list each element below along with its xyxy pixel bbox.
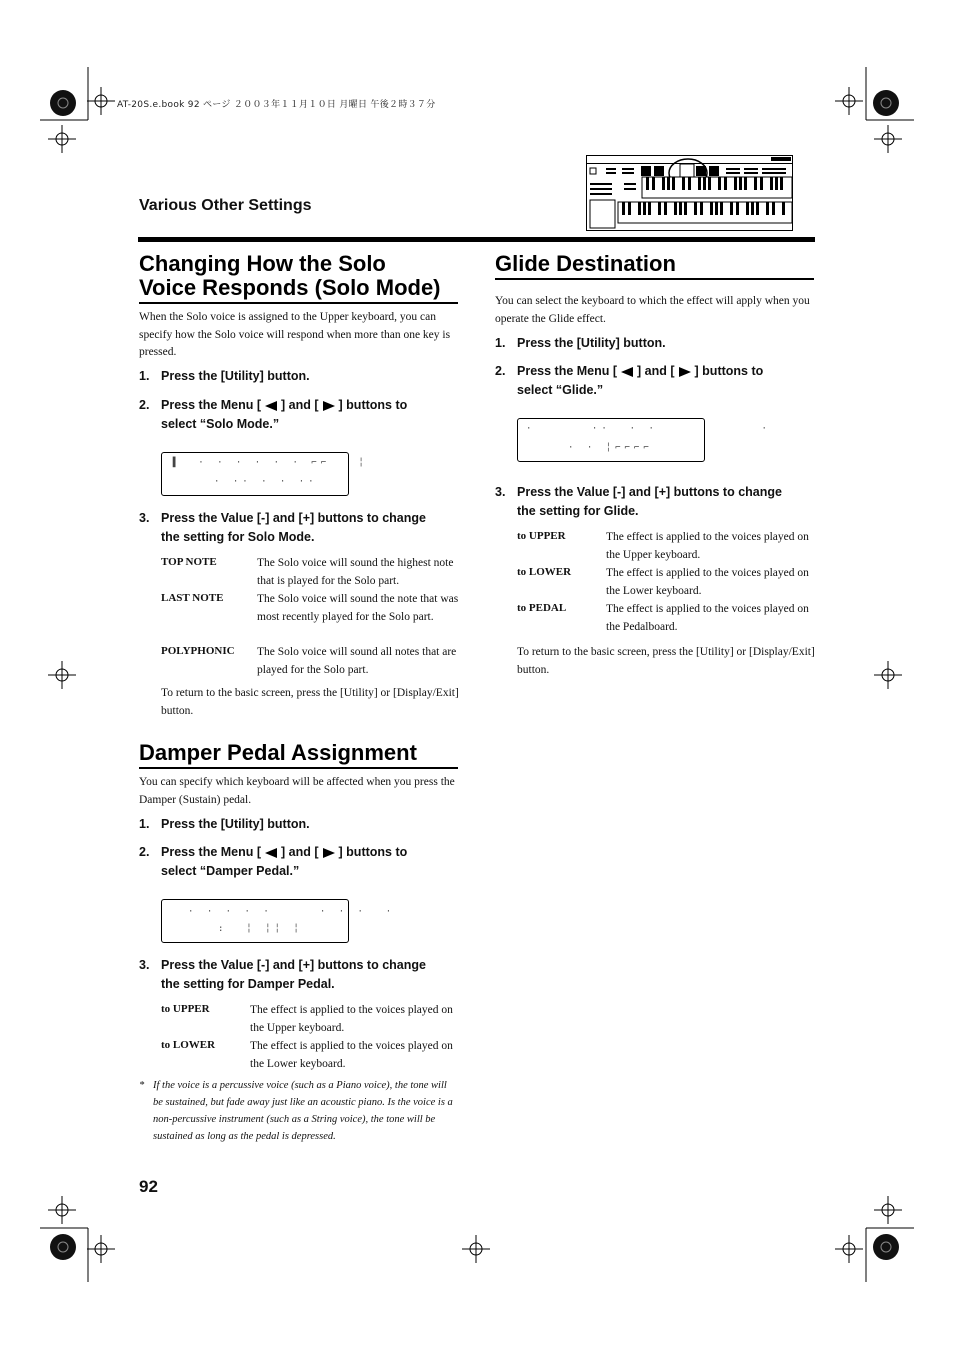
damper-options-list bbox=[161, 1002, 459, 1074]
page-number: 92 bbox=[139, 1177, 158, 1196]
solo-step-1: 1. Press the [Utility] button. bbox=[139, 369, 310, 383]
glide-heading: Glide Destination bbox=[495, 251, 676, 276]
solo-options-list bbox=[161, 555, 459, 680]
solo-step-2: 2. Press the Menu [ ] and [ ] buttons to select “Solo Mode.” bbox=[139, 398, 408, 431]
damper-intro: You can specify which keyboard will be affected when you press the Damper (Sustain) pedal. bbox=[139, 776, 455, 806]
solo-return-text: To return to the basic screen, press the [Utility] or [Display/Exit] button. bbox=[161, 687, 459, 717]
solo-heading-rule bbox=[139, 302, 458, 304]
damper-step-3: 3. Press the Value [-] and [+] buttons to change the setting for Damper Pedal. bbox=[139, 958, 426, 991]
menu-left-icon bbox=[265, 401, 277, 411]
list-item: LAST NOTE The Solo voice will sound the note that was most recently played for the Solo part. bbox=[161, 592, 459, 623]
glide-step-2: 2. Press the Menu [ ] and [ ] buttons to select “Glide.” bbox=[495, 364, 764, 397]
solo-lcd-display: ▐ · · · · · · ⌐⌐ ╎ · ·· · · ·· bbox=[161, 452, 349, 496]
glide-return-text: To return to the basic screen, press the [Utility] or [Display/Exit] button. bbox=[517, 646, 815, 676]
list-item: POLYPHONIC The Solo voice will sound all notes that are played for the Solo part. bbox=[161, 645, 457, 676]
header-rule bbox=[138, 237, 815, 242]
glide-step-3: 3. Press the Value [-] and [+] buttons to change the setting for Glide. bbox=[495, 485, 782, 518]
list-item: to LOWER The effect is applied to the voices played on the Lower keyboard. bbox=[517, 566, 809, 597]
list-item: TOP NOTE The Solo voice will sound the highest note that is played for the Solo part. bbox=[161, 556, 454, 587]
menu-right-icon bbox=[323, 848, 335, 858]
list-item: to UPPER The effect is applied to the voices played on the Upper keyboard. bbox=[161, 1003, 453, 1034]
damper-heading-rule bbox=[139, 767, 458, 769]
glide-intro: You can select the keyboard to which the effect will apply when you operate the Glide effect. bbox=[495, 295, 810, 325]
damper-heading: Damper Pedal Assignment bbox=[139, 740, 417, 765]
menu-right-icon bbox=[679, 367, 691, 377]
solo-intro: When the Solo voice is assigned to the Upper keyboard, you can specify how the Solo voice will respond when more than one key is pressed. bbox=[139, 311, 451, 358]
damper-step-2: 2. Press the Menu [ ] and [ ] buttons to select “Damper Pedal.” bbox=[139, 845, 408, 878]
list-item: to UPPER The effect is applied to the voices played on the Upper keyboard. bbox=[517, 530, 809, 561]
list-item: to PEDAL The effect is applied to the voices played on the Pedalboard. bbox=[517, 602, 809, 633]
menu-left-icon bbox=[265, 848, 277, 858]
solo-step-3: 3. Press the Value [-] and [+] buttons to change the setting for Solo Mode. bbox=[139, 511, 426, 544]
print-info-header: AT-20S.e.book 92 ページ ２００３年１１月１０日 月曜日 午後２時３７分 bbox=[117, 100, 436, 110]
section-title: Various Other Settings bbox=[139, 197, 312, 214]
glide-options-list bbox=[517, 529, 815, 637]
glide-step-1: 1. Press the [Utility] button. bbox=[495, 336, 666, 350]
solo-mode-heading: Changing How the Solo Voice Responds (Solo Mode) bbox=[139, 251, 441, 300]
organ-panel-illustration bbox=[586, 155, 794, 232]
list-item: to LOWER The effect is applied to the voices played on the Lower keyboard. bbox=[161, 1039, 453, 1070]
glide-heading-rule bbox=[495, 278, 814, 280]
damper-step-1: 1. Press the [Utility] button. bbox=[139, 817, 310, 831]
glide-lcd-display: · ·· · · · · · ╎⌐⌐⌐⌐ bbox=[517, 418, 705, 462]
damper-lcd-display: · · · · · · · · · : ╎ ╎╎ ╎ bbox=[161, 899, 349, 943]
menu-right-icon bbox=[323, 401, 335, 411]
menu-left-icon bbox=[621, 367, 633, 377]
